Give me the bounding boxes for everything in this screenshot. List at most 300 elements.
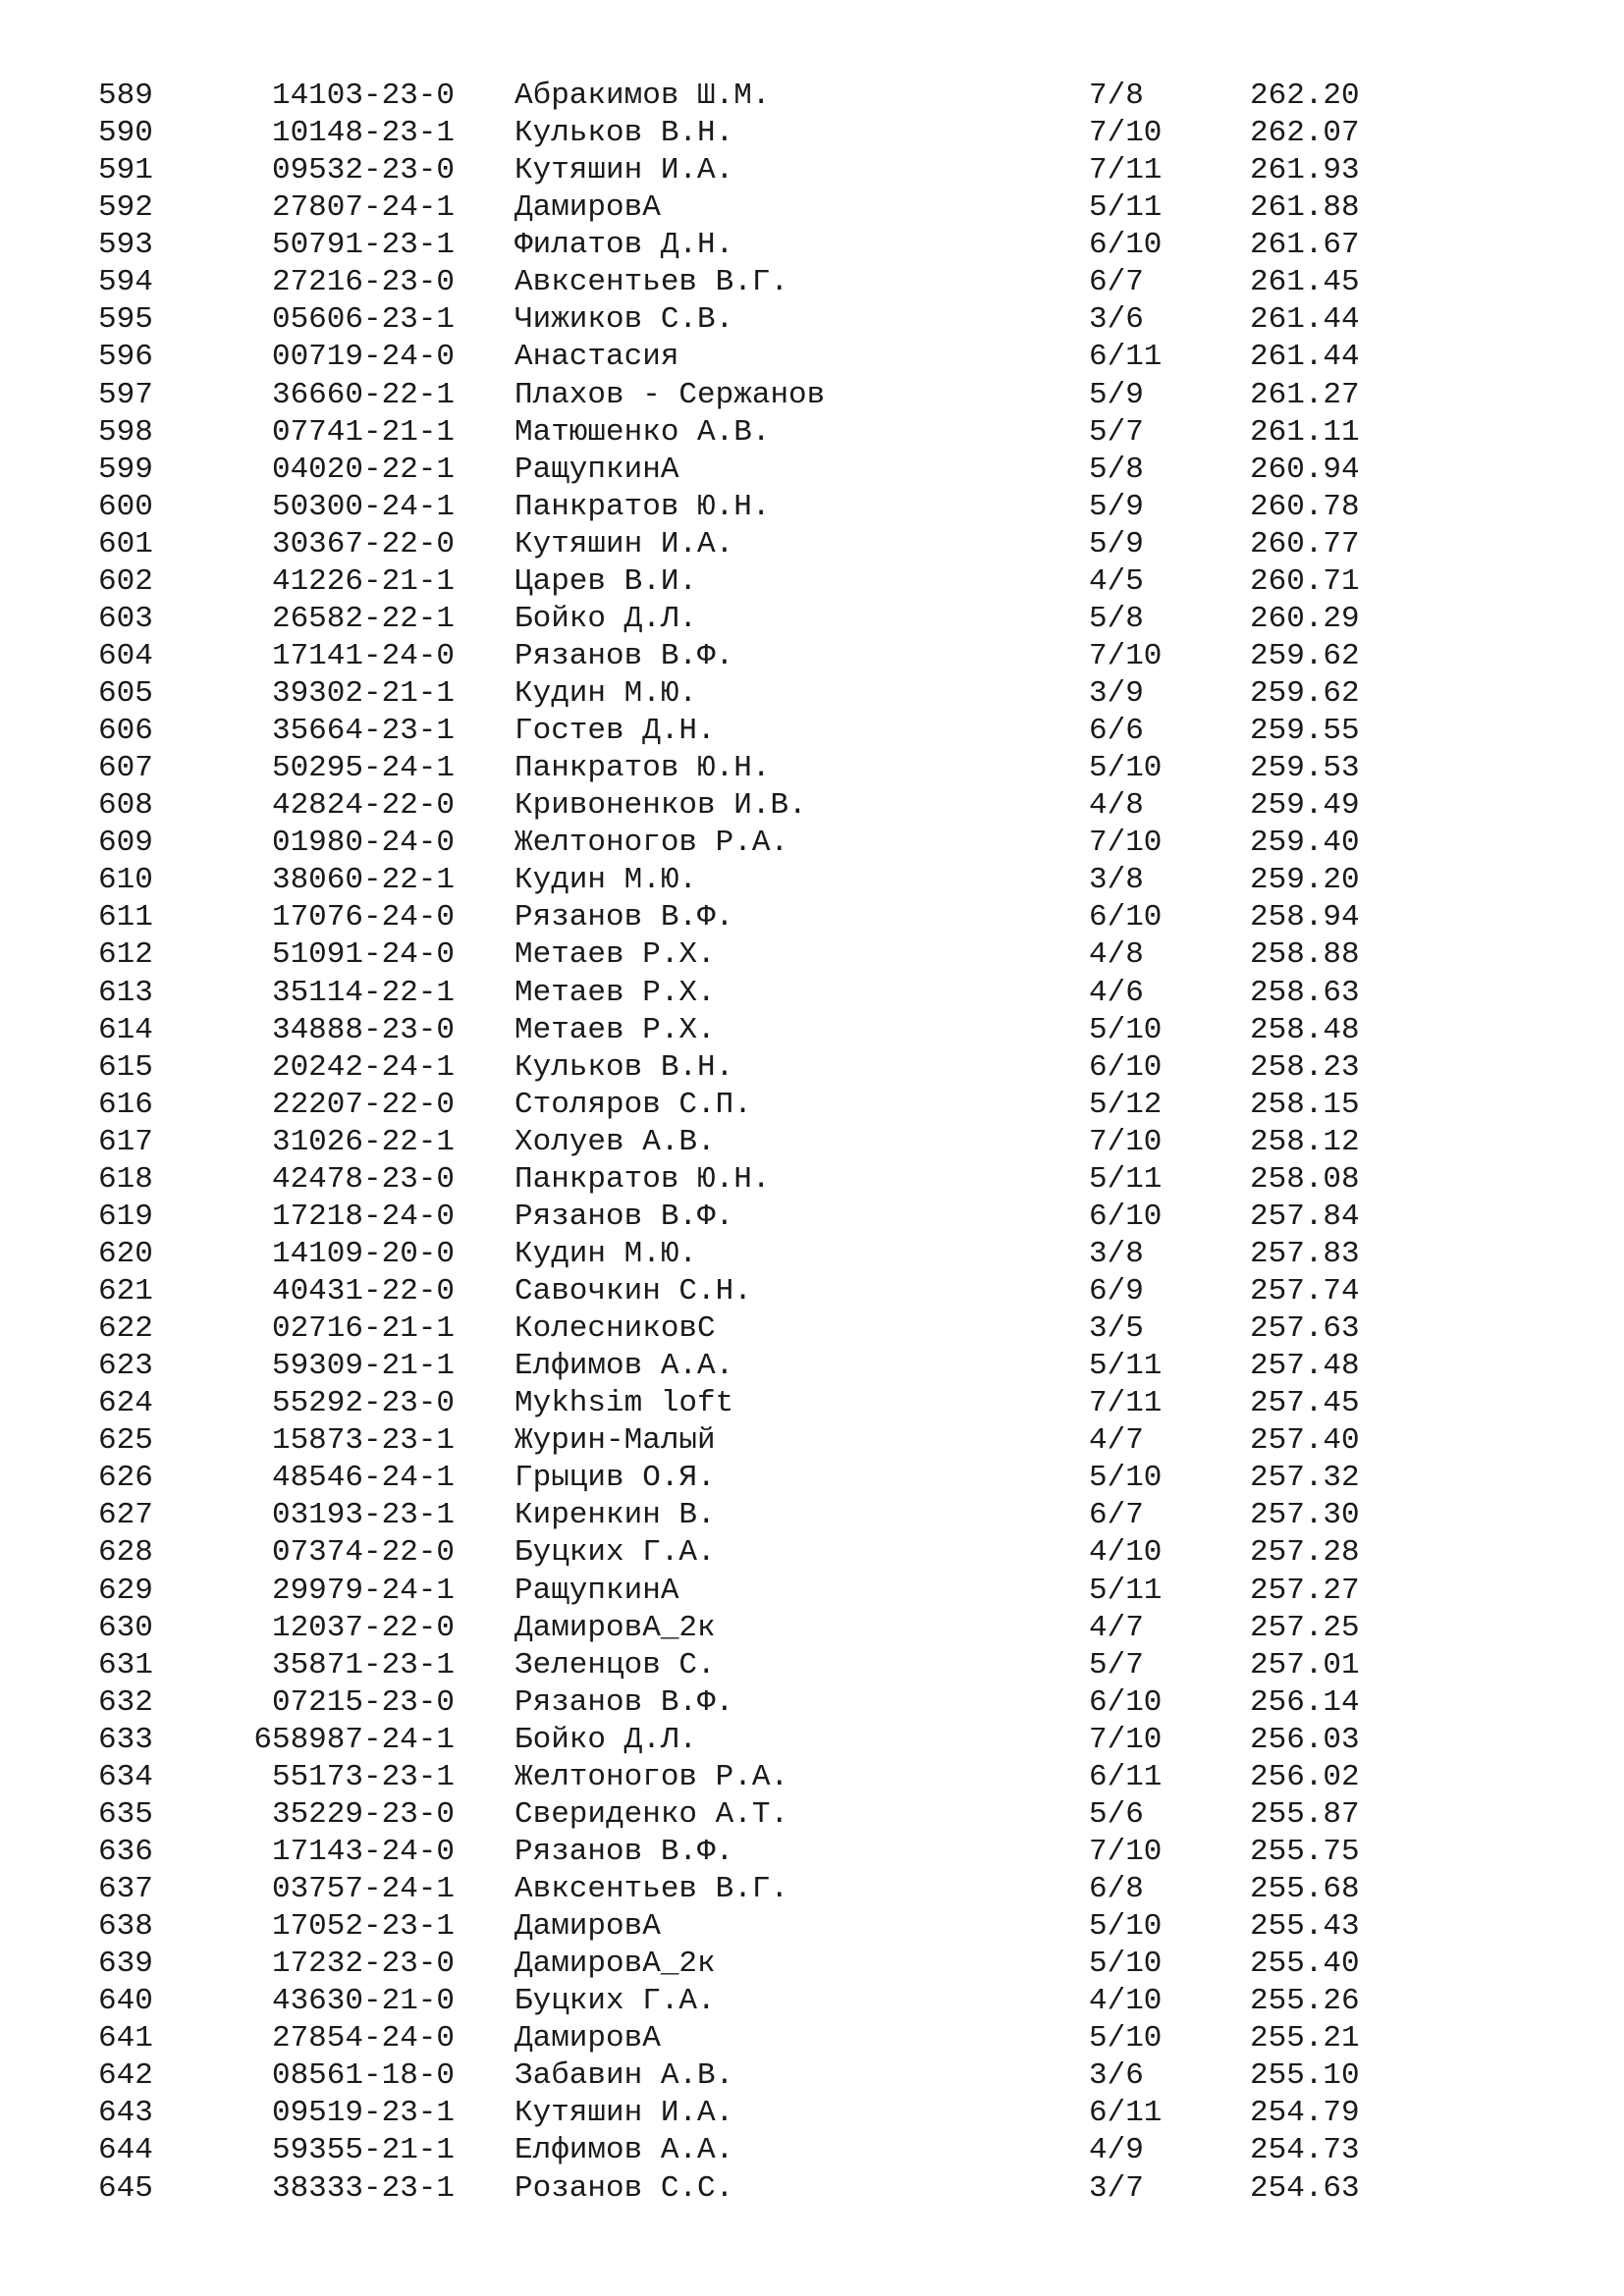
rank-cell: 593 (98, 228, 153, 263)
score-cell: 259.53 (1250, 751, 1360, 786)
name-cell: Кудин М.Ю. (514, 676, 698, 711)
code-cell: 27854-24-0 (271, 2021, 455, 2056)
table-row (0, 452, 1624, 489)
table-row (0, 1908, 1624, 1946)
score-cell: 257.25 (1250, 1610, 1360, 1645)
name-cell: Матюшенко А.В. (514, 414, 771, 450)
rank-cell: 607 (98, 751, 153, 786)
ratio-cell: 7/8 (1089, 79, 1144, 113)
rank-cell: 625 (98, 1423, 153, 1459)
table-row (0, 750, 1624, 787)
ratio-cell: 7/11 (1089, 1386, 1163, 1421)
table-row (0, 1497, 1624, 1534)
ratio-cell: 3/8 (1089, 1236, 1144, 1271)
score-cell: 258.23 (1250, 1049, 1360, 1085)
results-table (0, 78, 1624, 2208)
ratio-cell: 6/10 (1089, 1199, 1163, 1234)
score-cell: 257.45 (1250, 1386, 1360, 1421)
table-row (0, 899, 1624, 936)
ratio-cell: 6/11 (1089, 1759, 1163, 1794)
ratio-cell: 4/10 (1089, 1984, 1163, 2019)
name-cell: Буцких Г.А. (514, 1535, 716, 1571)
score-cell: 258.48 (1250, 1012, 1360, 1047)
code-cell: 38060-22-1 (271, 863, 455, 898)
rank-cell: 609 (98, 826, 153, 861)
rank-cell: 632 (98, 1684, 153, 1720)
table-row (0, 1534, 1624, 1572)
name-cell: КолесниковС (514, 1311, 716, 1347)
code-cell: 35114-22-1 (271, 975, 455, 1010)
table-row (0, 1573, 1624, 1610)
name-cell: РащупкинА (514, 452, 679, 487)
ratio-cell: 5/10 (1089, 1947, 1163, 1982)
table-row (0, 1722, 1624, 1759)
name-cell: Кутяшин И.А. (514, 153, 734, 188)
name-cell: Розанов С.С. (514, 2170, 734, 2206)
rank-cell: 620 (98, 1236, 153, 1271)
table-row (0, 1012, 1624, 1049)
score-cell: 261.11 (1250, 414, 1360, 450)
rank-cell: 634 (98, 1759, 153, 1794)
score-cell: 259.62 (1250, 676, 1360, 711)
rank-cell: 611 (98, 900, 153, 935)
rank-cell: 618 (98, 1161, 153, 1197)
ratio-cell: 6/10 (1089, 900, 1163, 935)
ratio-cell: 5/10 (1089, 1461, 1163, 1496)
table-row (0, 1983, 1624, 2020)
rank-cell: 596 (98, 340, 153, 375)
table-row (0, 2020, 1624, 2057)
code-cell: 30367-22-0 (271, 526, 455, 561)
ratio-cell: 5/9 (1089, 489, 1144, 524)
table-row (0, 1124, 1624, 1161)
ratio-cell: 6/10 (1089, 1684, 1163, 1720)
name-cell: Желтоногов Р.А. (514, 1759, 789, 1794)
name-cell: Елфимов А.А. (514, 2133, 734, 2168)
code-cell: 03757-24-1 (271, 1872, 455, 1906)
code-cell: 50295-24-1 (271, 751, 455, 786)
ratio-cell: 5/9 (1089, 526, 1144, 561)
table-row (0, 1610, 1624, 1647)
code-cell: 03193-23-1 (271, 1498, 455, 1533)
score-cell: 258.94 (1250, 900, 1360, 935)
name-cell: Рязанов В.Ф. (514, 638, 734, 673)
code-cell: 41226-21-1 (271, 563, 455, 599)
ratio-cell: 6/7 (1089, 1498, 1144, 1533)
name-cell: Забавин А.В. (514, 2058, 734, 2094)
rank-cell: 595 (98, 302, 153, 338)
score-cell: 260.78 (1250, 489, 1360, 524)
name-cell: Метаев Р.Х. (514, 1012, 716, 1047)
score-cell: 260.71 (1250, 563, 1360, 599)
code-cell: 26582-22-1 (271, 601, 455, 636)
name-cell: Панкратов Ю.Н. (514, 751, 771, 786)
rank-cell: 589 (98, 79, 153, 113)
ratio-cell: 5/11 (1089, 1573, 1163, 1608)
name-cell: Метаев Р.Х. (514, 937, 716, 973)
name-cell: Рязанов В.Ф. (514, 1684, 734, 1720)
table-row (0, 1310, 1624, 1348)
score-cell: 262.07 (1250, 116, 1360, 151)
name-cell: Рязанов В.Ф. (514, 1834, 734, 1869)
ratio-cell: 5/10 (1089, 1012, 1163, 1047)
code-cell: 34888-23-0 (271, 1012, 455, 1047)
score-cell: 257.30 (1250, 1498, 1360, 1533)
score-cell: 257.32 (1250, 1461, 1360, 1496)
code-cell: 40431-22-0 (271, 1274, 455, 1308)
rank-cell: 642 (98, 2058, 153, 2094)
rank-cell: 629 (98, 1573, 153, 1608)
ratio-cell: 6/11 (1089, 340, 1163, 375)
rank-cell: 623 (98, 1349, 153, 1384)
score-cell: 259.62 (1250, 638, 1360, 673)
table-row (0, 1087, 1624, 1124)
table-row (0, 713, 1624, 750)
code-cell: 35871-23-1 (271, 1647, 455, 1682)
table-row (0, 638, 1624, 675)
ratio-cell: 7/10 (1089, 1834, 1163, 1869)
ratio-cell: 4/8 (1089, 937, 1144, 973)
rank-cell: 644 (98, 2133, 153, 2168)
code-cell: 36660-22-1 (271, 377, 455, 412)
code-cell: 43630-21-0 (271, 1984, 455, 2019)
table-row (0, 787, 1624, 825)
ratio-cell: 6/10 (1089, 228, 1163, 263)
table-row (0, 489, 1624, 526)
name-cell: Панкратов Ю.Н. (514, 489, 771, 524)
name-cell: Рязанов В.Ф. (514, 900, 734, 935)
rank-cell: 601 (98, 526, 153, 561)
code-cell: 55292-23-0 (271, 1386, 455, 1421)
code-cell: 31026-22-1 (271, 1124, 455, 1159)
name-cell: Гостев Д.Н. (514, 714, 716, 749)
ratio-cell: 7/10 (1089, 826, 1163, 861)
score-cell: 257.84 (1250, 1199, 1360, 1234)
rank-cell: 631 (98, 1647, 153, 1682)
table-row (0, 2170, 1624, 2208)
score-cell: 255.68 (1250, 1872, 1360, 1906)
rank-cell: 600 (98, 489, 153, 524)
ratio-cell: 7/10 (1089, 1124, 1163, 1159)
rank-cell: 617 (98, 1124, 153, 1159)
name-cell: Панкратов Ю.Н. (514, 1161, 771, 1197)
rank-cell: 604 (98, 638, 153, 673)
score-cell: 256.14 (1250, 1684, 1360, 1720)
score-cell: 259.40 (1250, 826, 1360, 861)
code-cell: 07215-23-0 (271, 1684, 455, 1720)
rank-cell: 590 (98, 116, 153, 151)
code-cell: 22207-22-0 (271, 1087, 455, 1122)
score-cell: 257.28 (1250, 1535, 1360, 1571)
code-cell: 29979-24-1 (271, 1573, 455, 1608)
code-cell: 04020-22-1 (271, 452, 455, 487)
name-cell: Кутяшин И.А. (514, 2096, 734, 2131)
rank-cell: 622 (98, 1311, 153, 1347)
code-cell: 55173-23-1 (271, 1759, 455, 1794)
table-row (0, 1871, 1624, 1908)
score-cell: 258.88 (1250, 937, 1360, 973)
table-row (0, 825, 1624, 862)
score-cell: 257.83 (1250, 1236, 1360, 1271)
name-cell: Елфимов А.А. (514, 1349, 734, 1384)
score-cell: 261.27 (1250, 377, 1360, 412)
rank-cell: 637 (98, 1872, 153, 1906)
rank-cell: 645 (98, 2170, 153, 2206)
ratio-cell: 5/10 (1089, 2021, 1163, 2056)
code-cell: 27807-24-1 (271, 190, 455, 226)
rank-cell: 628 (98, 1535, 153, 1571)
rank-cell: 614 (98, 1012, 153, 1047)
code-cell: 658987-24-1 (253, 1722, 455, 1757)
code-cell: 09519-23-1 (271, 2096, 455, 2131)
code-cell: 59309-21-1 (271, 1349, 455, 1384)
score-cell: 258.63 (1250, 975, 1360, 1010)
rank-cell: 640 (98, 1984, 153, 2019)
table-row (0, 1796, 1624, 1834)
table-row (0, 2095, 1624, 2132)
code-cell: 07374-22-0 (271, 1535, 455, 1571)
name-cell: Кудин М.Ю. (514, 1236, 698, 1271)
code-cell: 01980-24-0 (271, 826, 455, 861)
rank-cell: 598 (98, 414, 153, 450)
code-cell: 14109-20-0 (271, 1236, 455, 1271)
table-row (0, 1834, 1624, 1871)
code-cell: 17143-24-0 (271, 1834, 455, 1869)
name-cell: Авксентьев В.Г. (514, 1872, 789, 1906)
ratio-cell: 3/9 (1089, 676, 1144, 711)
table-row (0, 1199, 1624, 1236)
code-cell: 08561-18-0 (271, 2058, 455, 2094)
score-cell: 255.43 (1250, 1909, 1360, 1945)
score-cell: 255.21 (1250, 2021, 1360, 2056)
name-cell: ДамировА (514, 190, 661, 226)
table-row (0, 339, 1624, 376)
rank-cell: 591 (98, 153, 153, 188)
name-cell: ДамировА_2к (514, 1947, 716, 1982)
rank-cell: 613 (98, 975, 153, 1010)
table-row (0, 1161, 1624, 1199)
rank-cell: 592 (98, 190, 153, 226)
rank-cell: 606 (98, 714, 153, 749)
rank-cell: 594 (98, 265, 153, 300)
score-cell: 257.01 (1250, 1647, 1360, 1682)
score-cell: 256.02 (1250, 1759, 1360, 1794)
rank-cell: 619 (98, 1199, 153, 1234)
rank-cell: 641 (98, 2021, 153, 2056)
code-cell: 50791-23-1 (271, 228, 455, 263)
ratio-cell: 5/8 (1089, 601, 1144, 636)
score-cell: 260.77 (1250, 526, 1360, 561)
name-cell: Метаев Р.Х. (514, 975, 716, 1010)
name-cell: Кульков В.Н. (514, 116, 734, 151)
name-cell: Кульков В.Н. (514, 1049, 734, 1085)
table-row (0, 2057, 1624, 2095)
code-cell: 42478-23-0 (271, 1161, 455, 1197)
rank-cell: 599 (98, 452, 153, 487)
score-cell: 255.40 (1250, 1947, 1360, 1982)
name-cell: Плахов - Сержанов (514, 377, 826, 412)
table-row (0, 227, 1624, 264)
table-row (0, 1422, 1624, 1460)
rank-cell: 621 (98, 1274, 153, 1308)
code-cell: 12037-22-0 (271, 1610, 455, 1645)
code-cell: 17076-24-0 (271, 900, 455, 935)
score-cell: 256.03 (1250, 1722, 1360, 1757)
ratio-cell: 5/7 (1089, 414, 1144, 450)
score-cell: 261.93 (1250, 153, 1360, 188)
rank-cell: 603 (98, 601, 153, 636)
ratio-cell: 5/7 (1089, 1647, 1144, 1682)
rank-cell: 616 (98, 1087, 153, 1122)
name-cell: Царев В.И. (514, 563, 698, 599)
score-cell: 257.48 (1250, 1349, 1360, 1384)
score-cell: 254.79 (1250, 2096, 1360, 2131)
name-cell: Столяров С.П. (514, 1087, 752, 1122)
table-row (0, 189, 1624, 227)
ratio-cell: 6/9 (1089, 1274, 1144, 1308)
rank-cell: 610 (98, 863, 153, 898)
name-cell: ДамировА_2к (514, 1610, 716, 1645)
score-cell: 257.63 (1250, 1311, 1360, 1347)
ratio-cell: 4/8 (1089, 788, 1144, 824)
table-row (0, 601, 1624, 638)
rank-cell: 643 (98, 2096, 153, 2131)
rank-cell: 615 (98, 1049, 153, 1085)
score-cell: 262.20 (1250, 79, 1360, 113)
rank-cell: 624 (98, 1386, 153, 1421)
name-cell: Абракимов Ш.М. (514, 79, 771, 113)
name-cell: Желтоногов Р.А. (514, 826, 789, 861)
code-cell: 38333-23-1 (271, 2170, 455, 2206)
name-cell: Холуев А.В. (514, 1124, 716, 1159)
ratio-cell: 5/8 (1089, 452, 1144, 487)
rank-cell: 633 (98, 1722, 153, 1757)
score-cell: 261.88 (1250, 190, 1360, 226)
score-cell: 261.67 (1250, 228, 1360, 263)
table-row (0, 414, 1624, 452)
table-row (0, 78, 1624, 115)
score-cell: 259.55 (1250, 714, 1360, 749)
name-cell: Свериденко А.Т. (514, 1796, 789, 1832)
name-cell: Рязанов В.Ф. (514, 1199, 734, 1234)
name-cell: Грыцив О.Я. (514, 1461, 716, 1496)
table-row (0, 301, 1624, 339)
code-cell: 17052-23-1 (271, 1909, 455, 1945)
table-row (0, 862, 1624, 899)
score-cell: 255.26 (1250, 1984, 1360, 2019)
name-cell: ДамировА (514, 1909, 661, 1945)
ratio-cell: 3/5 (1089, 1311, 1144, 1347)
rank-cell: 627 (98, 1498, 153, 1533)
score-cell: 257.27 (1250, 1573, 1360, 1608)
ratio-cell: 3/6 (1089, 2058, 1144, 2094)
score-cell: 261.44 (1250, 340, 1360, 375)
code-cell: 42824-22-0 (271, 788, 455, 824)
ratio-cell: 6/7 (1089, 265, 1144, 300)
ratio-cell: 6/8 (1089, 1872, 1144, 1906)
name-cell: РащупкинА (514, 1573, 679, 1608)
code-cell: 17232-23-0 (271, 1947, 455, 1982)
table-row (0, 152, 1624, 189)
ratio-cell: 3/6 (1089, 302, 1144, 338)
ratio-cell: 3/7 (1089, 2170, 1144, 2206)
name-cell: Бойко Д.Л. (514, 1722, 698, 1757)
score-cell: 254.63 (1250, 2170, 1360, 2206)
name-cell: Савочкин С.Н. (514, 1274, 752, 1308)
table-row (0, 1348, 1624, 1385)
rank-cell: 630 (98, 1610, 153, 1645)
score-cell: 261.44 (1250, 302, 1360, 338)
name-cell: Киренкин В. (514, 1498, 716, 1533)
ratio-cell: 6/6 (1089, 714, 1144, 749)
table-row (0, 2132, 1624, 2169)
name-cell: Авксентьев В.Г. (514, 265, 789, 300)
name-cell: Mykhsim loft (514, 1386, 734, 1421)
name-cell: Зеленцов С. (514, 1647, 716, 1682)
name-cell: Анастасия (514, 340, 679, 375)
score-cell: 255.75 (1250, 1834, 1360, 1869)
name-cell: Журин-Малый (514, 1423, 716, 1459)
table-row (0, 1236, 1624, 1273)
table-row (0, 1049, 1624, 1087)
table-row (0, 1460, 1624, 1497)
code-cell: 02716-21-1 (271, 1311, 455, 1347)
code-cell: 09532-23-0 (271, 153, 455, 188)
ratio-cell: 3/8 (1089, 863, 1144, 898)
code-cell: 35229-23-0 (271, 1796, 455, 1832)
code-cell: 59355-21-1 (271, 2133, 455, 2168)
name-cell: Кудин М.Ю. (514, 863, 698, 898)
code-cell: 48546-24-1 (271, 1461, 455, 1496)
table-row (0, 526, 1624, 563)
ratio-cell: 7/10 (1089, 638, 1163, 673)
ratio-cell: 5/10 (1089, 751, 1163, 786)
table-row (0, 1647, 1624, 1684)
code-cell: 17141-24-0 (271, 638, 455, 673)
table-row (0, 1684, 1624, 1722)
ratio-cell: 7/10 (1089, 116, 1163, 151)
rank-cell: 608 (98, 788, 153, 824)
code-cell: 35664-23-1 (271, 714, 455, 749)
ratio-cell: 5/6 (1089, 1796, 1144, 1832)
ratio-cell: 4/7 (1089, 1423, 1144, 1459)
name-cell: Буцких Г.А. (514, 1984, 716, 2019)
ratio-cell: 5/9 (1089, 377, 1144, 412)
rank-cell: 638 (98, 1909, 153, 1945)
table-row (0, 1273, 1624, 1310)
table-row (0, 1759, 1624, 1796)
table-row (0, 115, 1624, 152)
score-cell: 261.45 (1250, 265, 1360, 300)
code-cell: 14103-23-0 (271, 79, 455, 113)
ratio-cell: 4/5 (1089, 563, 1144, 599)
score-cell: 257.40 (1250, 1423, 1360, 1459)
ratio-cell: 6/11 (1089, 2096, 1163, 2131)
name-cell: ДамировА (514, 2021, 661, 2056)
table-row (0, 675, 1624, 713)
ratio-cell: 4/10 (1089, 1535, 1163, 1571)
name-cell: Бойко Д.Л. (514, 601, 698, 636)
ratio-cell: 4/9 (1089, 2133, 1144, 2168)
code-cell: 10148-23-1 (271, 116, 455, 151)
name-cell: Чижиков С.В. (514, 302, 734, 338)
code-cell: 15873-23-1 (271, 1423, 455, 1459)
ratio-cell: 7/10 (1089, 1722, 1163, 1757)
code-cell: 50300-24-1 (271, 489, 455, 524)
table-row (0, 1385, 1624, 1422)
table-row (0, 264, 1624, 301)
code-cell: 39302-21-1 (271, 676, 455, 711)
